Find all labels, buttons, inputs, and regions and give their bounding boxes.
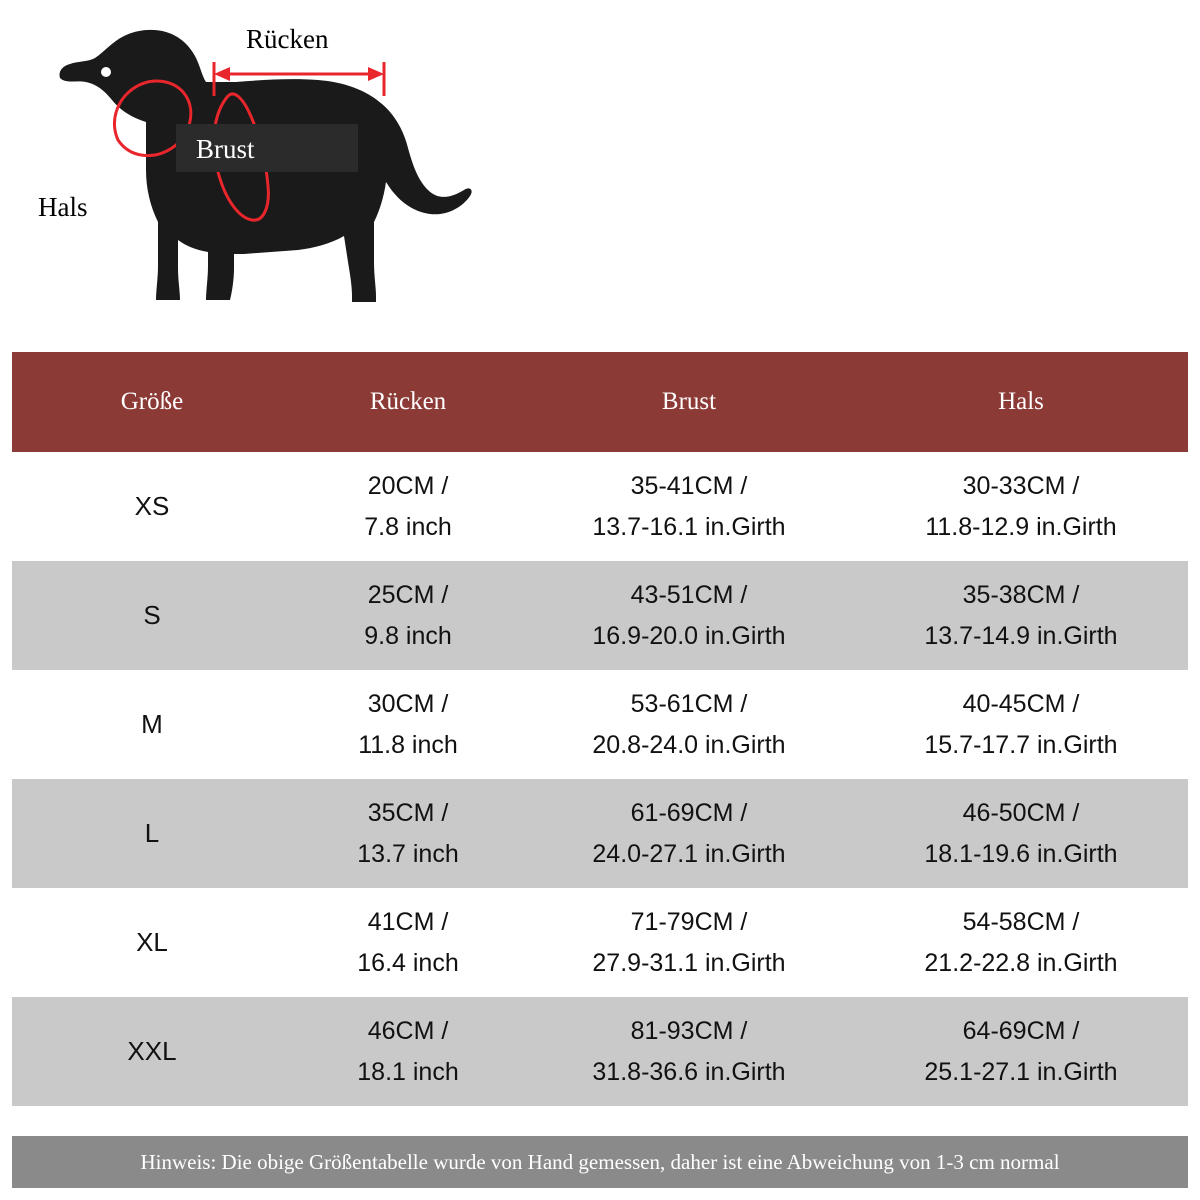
cell-line: 27.9-31.1 in.Girth — [592, 948, 786, 977]
diagram-label-back: Rücken — [246, 24, 329, 54]
table-row — [12, 888, 1188, 997]
diagram-label-neck: Hals — [38, 192, 88, 222]
cell-line: 35-38CM / — [962, 581, 1080, 609]
cell-neck — [854, 452, 1188, 561]
table-header-row — [12, 352, 1188, 452]
cell-line: 16.9-20.0 in.Girth — [592, 621, 786, 650]
cell-line: 46CM / — [367, 1017, 449, 1045]
cell-size: S — [12, 561, 292, 670]
cell-line: 15.7-17.7 in.Girth — [924, 730, 1118, 759]
cell-line: 53-61CM / — [630, 690, 748, 718]
cell-size: XL — [12, 888, 292, 997]
cell-back — [292, 670, 524, 779]
footer-note: Hinweis: Die obige Größentabelle wurde von Hand gemessen, daher ist eine Abweichung von 1-3 cm normal — [12, 1136, 1188, 1188]
cell-neck — [854, 670, 1188, 779]
cell-line: 54-58CM / — [962, 908, 1080, 936]
cell-size: M — [12, 670, 292, 779]
table-row — [12, 997, 1188, 1106]
cell-line: 25.1-27.1 in.Girth — [924, 1057, 1118, 1086]
cell-back — [292, 779, 524, 888]
cell-size: XS — [12, 452, 292, 561]
cell-line: 21.2-22.8 in.Girth — [924, 948, 1118, 977]
cell-back — [292, 997, 524, 1106]
cell-neck — [854, 779, 1188, 888]
cell-line: 46-50CM / — [962, 799, 1080, 827]
column-header-neck: Hals — [854, 352, 1188, 452]
size-table-container — [12, 352, 1188, 1106]
cell-line: 16.4 inch — [357, 948, 459, 977]
cell-chest — [524, 779, 854, 888]
column-header-chest: Brust — [524, 352, 854, 452]
cell-line: 7.8 inch — [364, 512, 452, 541]
cell-line: 40-45CM / — [962, 690, 1080, 718]
cell-line: 11.8 inch — [358, 730, 458, 759]
cell-line: 43-51CM / — [630, 581, 748, 609]
cell-line: 11.8-12.9 in.Girth — [925, 512, 1117, 541]
cell-line: 20CM / — [367, 472, 449, 500]
cell-back — [292, 888, 524, 997]
cell-chest — [524, 670, 854, 779]
cell-line: 31.8-36.6 in.Girth — [592, 1057, 786, 1086]
cell-line: 61-69CM / — [630, 799, 748, 827]
table-row — [12, 452, 1188, 561]
diagram-label-chest: Brust — [196, 134, 255, 164]
table-row — [12, 561, 1188, 670]
cell-neck — [854, 997, 1188, 1106]
cell-line: 13.7 inch — [357, 839, 459, 868]
cell-size: XXL — [12, 997, 292, 1106]
cell-line: 71-79CM / — [630, 908, 748, 936]
column-header-size: Größe — [12, 352, 292, 452]
size-table — [12, 352, 1188, 1106]
cell-line: 13.7-16.1 in.Girth — [592, 512, 786, 541]
cell-size: L — [12, 779, 292, 888]
cell-chest — [524, 888, 854, 997]
cell-back — [292, 561, 524, 670]
cell-line: 18.1-19.6 in.Girth — [924, 839, 1118, 868]
cell-line: 41CM / — [367, 908, 449, 936]
cell-chest — [524, 452, 854, 561]
cell-line: 64-69CM / — [962, 1017, 1080, 1045]
cell-line: 35-41CM / — [630, 472, 748, 500]
cell-line: 13.7-14.9 in.Girth — [924, 621, 1118, 650]
dog-silhouette-icon — [0, 0, 1200, 348]
cell-line: 20.8-24.0 in.Girth — [592, 730, 786, 759]
cell-line: 25CM / — [367, 581, 449, 609]
cell-line: 9.8 inch — [364, 621, 452, 650]
cell-neck — [854, 888, 1188, 997]
dog-measurement-diagram — [0, 0, 1200, 348]
cell-line: 24.0-27.1 in.Girth — [592, 839, 786, 868]
cell-neck — [854, 561, 1188, 670]
cell-line: 30CM / — [367, 690, 449, 718]
cell-line: 18.1 inch — [357, 1057, 459, 1086]
table-row — [12, 670, 1188, 779]
cell-line: 81-93CM / — [630, 1017, 748, 1045]
cell-chest — [524, 561, 854, 670]
cell-line: 35CM / — [367, 799, 449, 827]
table-row — [12, 779, 1188, 888]
column-header-back: Rücken — [292, 352, 524, 452]
cell-line: 30-33CM / — [962, 472, 1080, 500]
cell-chest — [524, 997, 854, 1106]
cell-back — [292, 452, 524, 561]
